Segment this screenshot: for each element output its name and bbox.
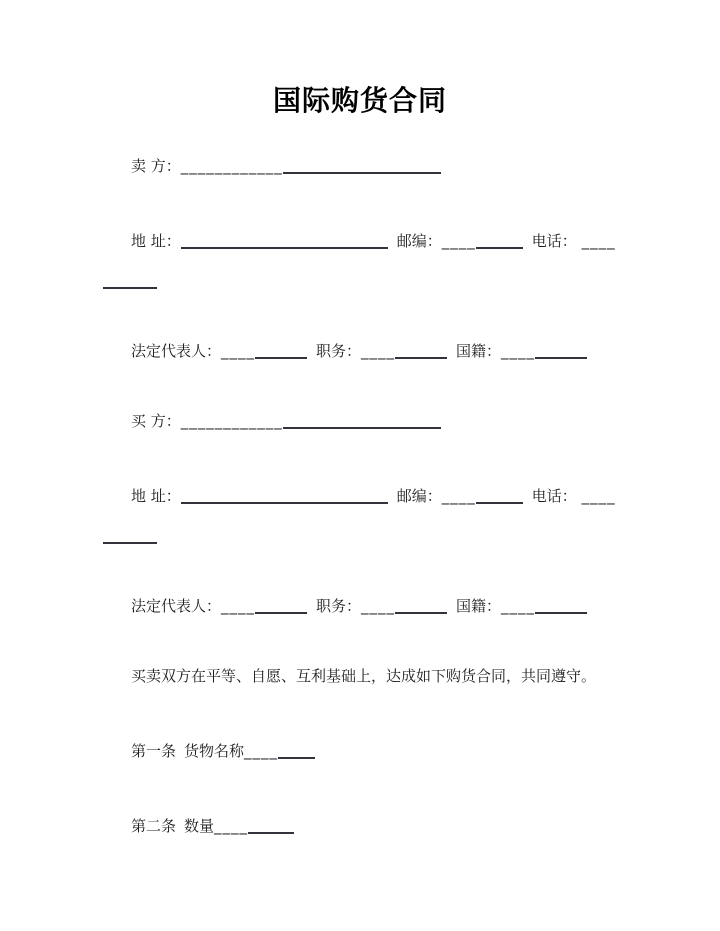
buyer-blank-line — [283, 427, 441, 429]
position-blank-line — [395, 357, 447, 359]
seller-legal-rep-row — [103, 331, 617, 371]
postal-blank-underscores: ____ — [441, 232, 476, 250]
seller-blank-underscores: ____________ — [180, 157, 283, 175]
buyer-blank-underscores: ____________ — [180, 412, 283, 430]
legal-rep-label: 法定代表人： — [131, 342, 222, 360]
nationality-label: 国籍： — [456, 597, 502, 615]
legal-rep-blank-underscores: ____ — [221, 597, 256, 615]
postal-label: 邮编： — [396, 487, 442, 505]
postal-blank-underscores: ____ — [441, 487, 476, 505]
article-1-number: 第一条 — [131, 742, 177, 760]
article-1-blank-line — [278, 757, 315, 759]
nationality-blank-underscores: ____ — [501, 597, 536, 615]
postal-label: 邮编： — [396, 232, 442, 250]
intro-text: 买卖双方在平等、自愿、互利基础上，达成如下购货合同，共同遵守。 — [131, 667, 597, 685]
position-blank-underscores: ____ — [361, 342, 396, 360]
article-1-title: 货物名称 — [184, 742, 245, 760]
seller-row — [103, 146, 617, 186]
phone-blank-line — [103, 287, 157, 289]
phone-blank-underscores: ____ — [581, 232, 616, 250]
phone-blank-line — [103, 542, 157, 544]
position-label: 职务： — [316, 342, 362, 360]
article-2-row — [103, 806, 617, 846]
postal-blank-line — [476, 502, 523, 504]
article-2-title: 数量 — [184, 817, 215, 835]
legal-rep-blank-line — [255, 357, 307, 359]
seller-blank-line — [283, 172, 441, 174]
legal-rep-label: 法定代表人： — [131, 597, 222, 615]
legal-rep-blank-line — [255, 612, 307, 614]
buyer-row — [103, 401, 617, 441]
article-2-number: 第二条 — [131, 817, 177, 835]
address-label: 地 址： — [131, 487, 181, 505]
seller-label: 卖 方： — [131, 157, 181, 175]
article-1-blank-underscores: ____ — [244, 742, 279, 760]
address-label: 地 址： — [131, 232, 181, 250]
article-2-blank-line — [248, 832, 294, 834]
nationality-blank-line — [535, 357, 587, 359]
nationality-label: 国籍： — [456, 342, 502, 360]
buyer-address-row — [103, 476, 617, 556]
article-2-blank-underscores: ____ — [214, 817, 249, 835]
position-label: 职务： — [316, 597, 362, 615]
address-blank-line — [181, 247, 388, 249]
nationality-blank-line — [535, 612, 587, 614]
address-blank-line — [181, 502, 388, 504]
postal-blank-line — [476, 247, 523, 249]
intro-paragraph — [103, 656, 617, 696]
position-blank-line — [395, 612, 447, 614]
buyer-legal-rep-row — [103, 586, 617, 626]
buyer-label: 买 方： — [131, 412, 181, 430]
phone-label: 电话： — [531, 487, 577, 505]
seller-address-row — [103, 221, 617, 301]
document-title: 国际购货合同 — [272, 84, 447, 117]
legal-rep-blank-underscores: ____ — [221, 342, 256, 360]
position-blank-underscores: ____ — [361, 597, 396, 615]
article-1-row — [103, 731, 617, 771]
phone-blank-underscores: ____ — [581, 487, 616, 505]
phone-label: 电话： — [531, 232, 577, 250]
nationality-blank-underscores: ____ — [501, 342, 536, 360]
